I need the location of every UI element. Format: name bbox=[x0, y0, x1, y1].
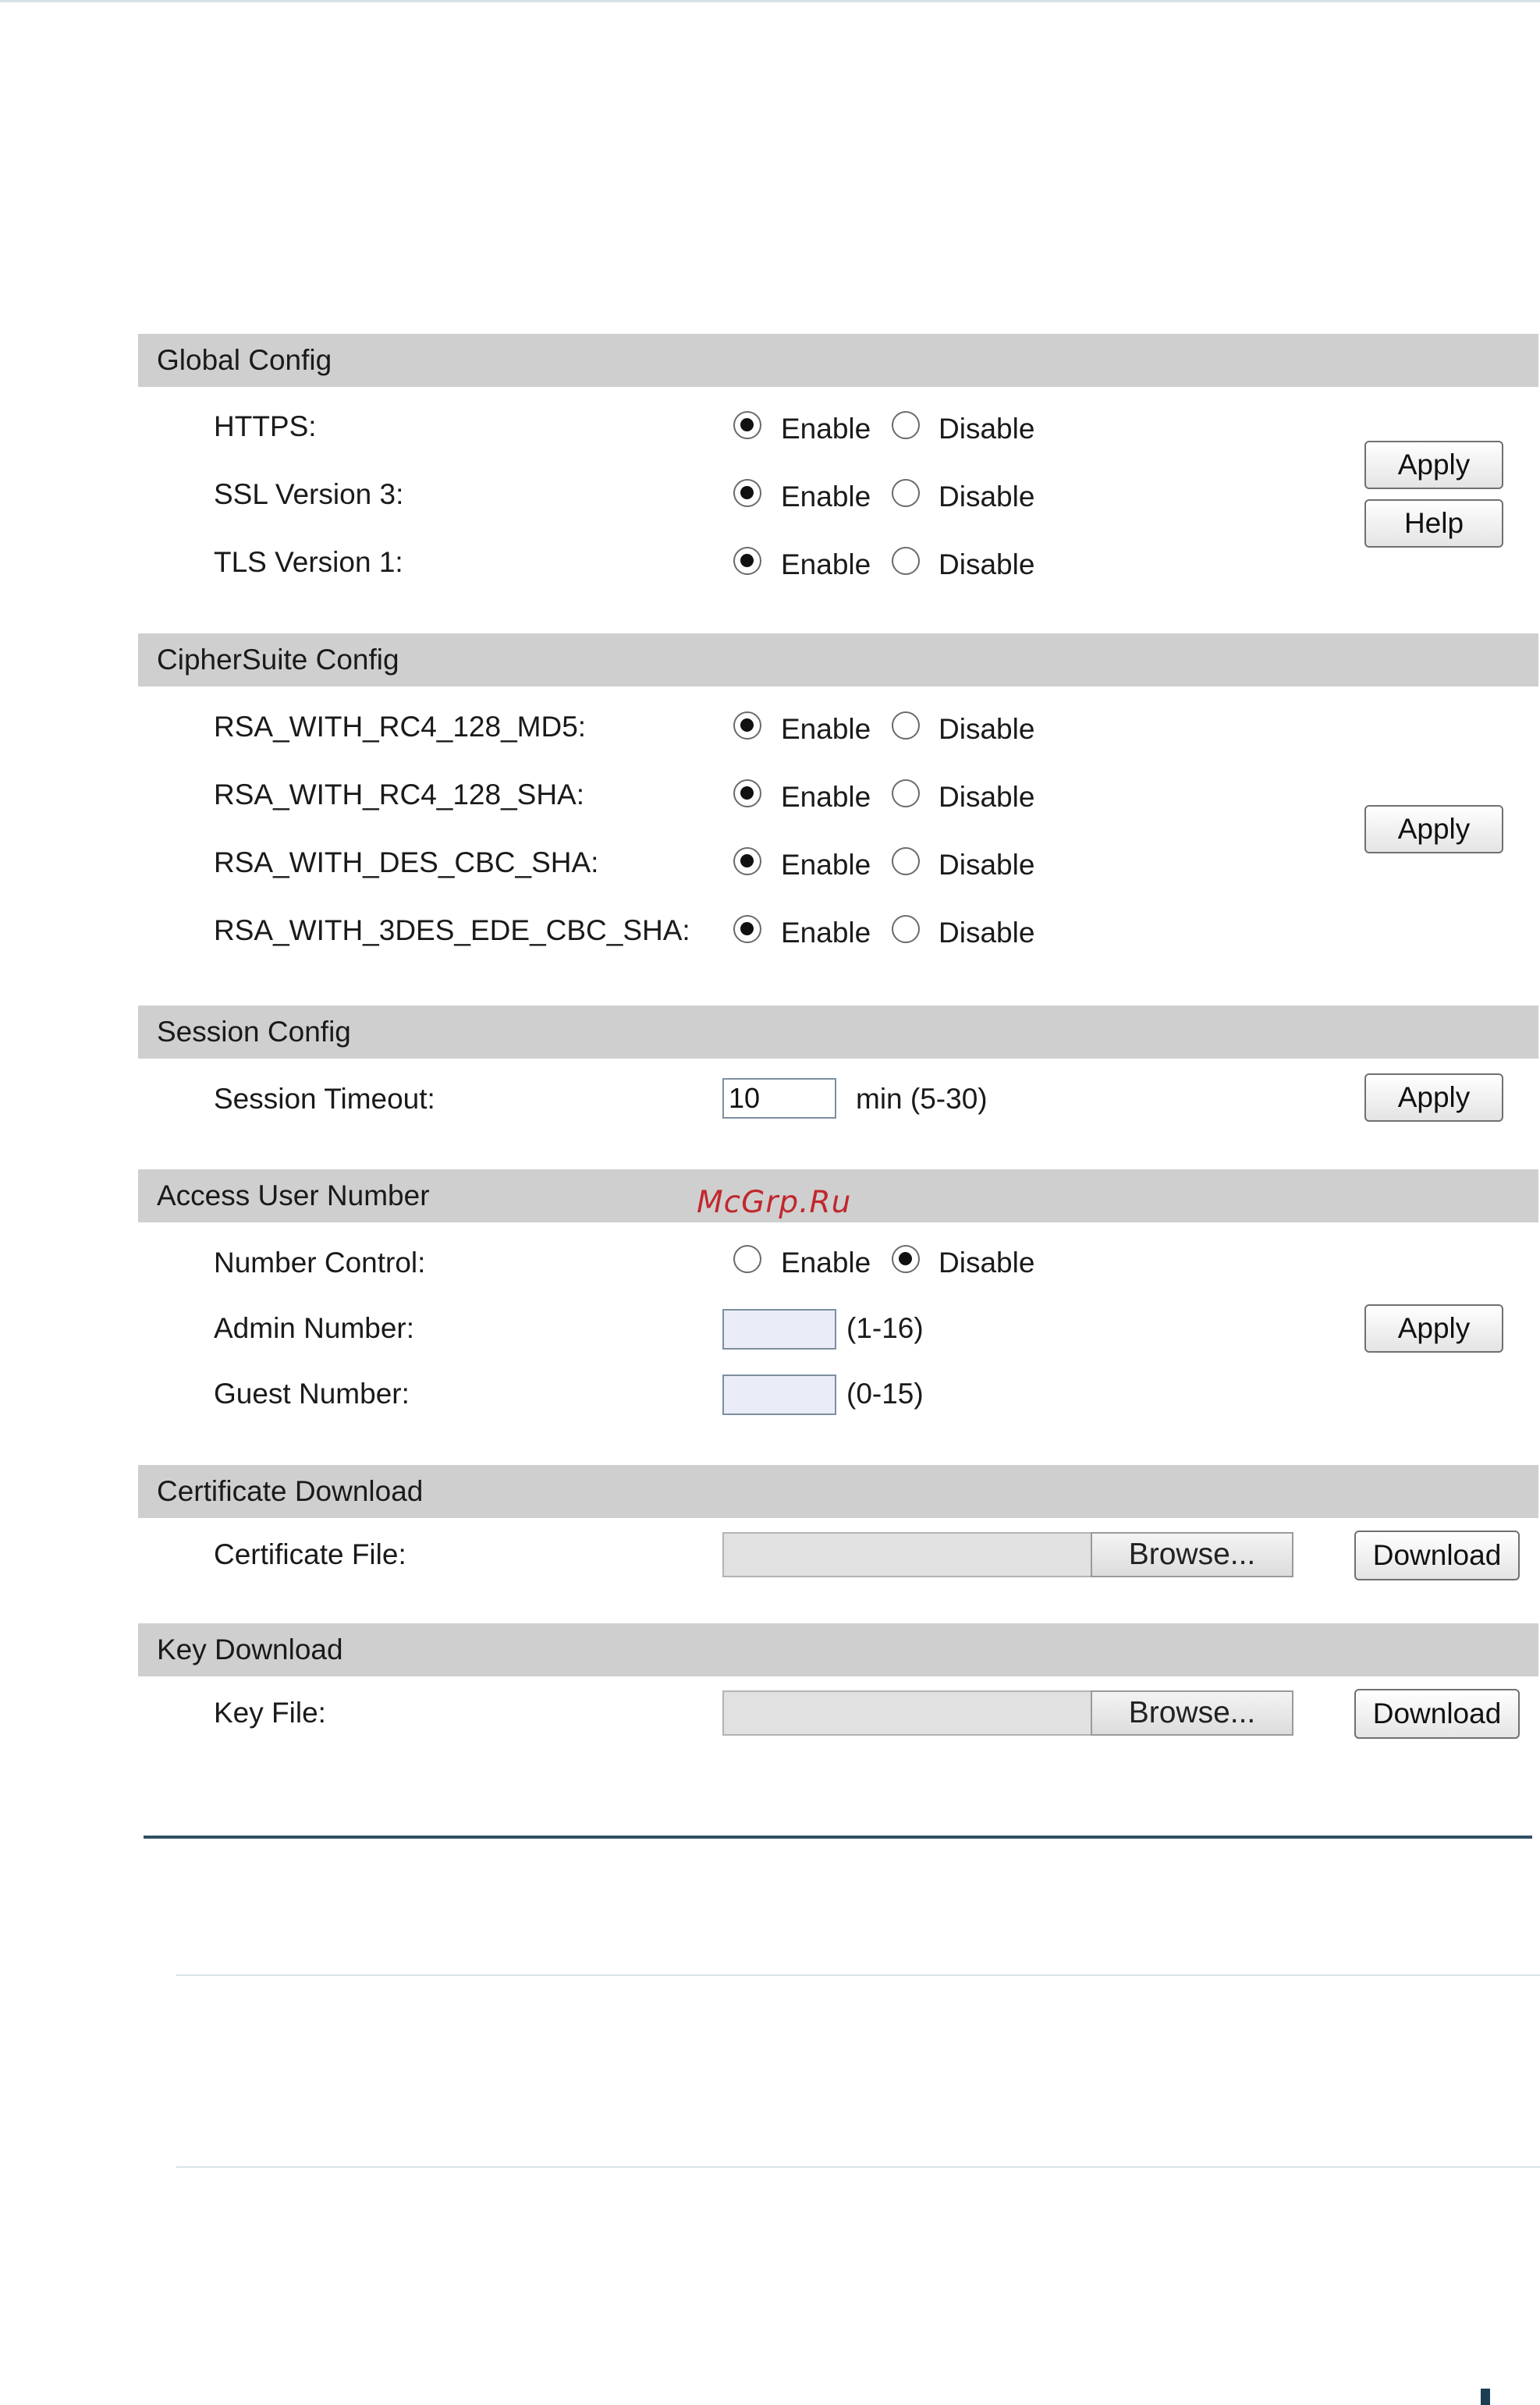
ciphersuite-config-apply-button[interactable]: Apply bbox=[1364, 805, 1503, 853]
certificate-download-header: Certificate Download bbox=[138, 1465, 1538, 1518]
key-browse-button[interactable]: Browse... bbox=[1091, 1690, 1293, 1736]
panel-bottom-rule bbox=[144, 1836, 1532, 1839]
rsa-rc4-128-md5-disable-radio[interactable] bbox=[892, 711, 920, 740]
page-corner-mark bbox=[1481, 2389, 1490, 2405]
rsa-rc4-128-md5-enable-radio[interactable] bbox=[733, 711, 761, 740]
rsa-des-cbc-sha-enable-radio[interactable] bbox=[733, 847, 761, 875]
ssl-version-3-disable-radio[interactable] bbox=[892, 479, 920, 507]
rsa-3des-ede-cbc-sha-enable-radio[interactable] bbox=[733, 915, 761, 943]
rsa-3des-ede-cbc-sha-label: RSA_WITH_3DES_EDE_CBC_SHA: bbox=[214, 914, 690, 946]
admin-number-range: (1-16) bbox=[846, 1312, 924, 1344]
session-config-apply-button[interactable]: Apply bbox=[1364, 1073, 1503, 1122]
rsa-3des-ede-cbc-sha-enable-label: Enable bbox=[781, 917, 871, 949]
access-user-number-header: Access User Number bbox=[138, 1169, 1538, 1222]
session-config-header: Session Config bbox=[138, 1006, 1538, 1059]
number-control-disable-radio[interactable] bbox=[892, 1245, 920, 1273]
rsa-rc4-128-md5-disable-label: Disable bbox=[939, 713, 1035, 745]
key-file-path-field[interactable] bbox=[722, 1690, 1093, 1736]
guest-number-label: Guest Number: bbox=[214, 1378, 410, 1410]
certificate-download-button[interactable]: Download bbox=[1354, 1531, 1520, 1580]
guest-number-input[interactable] bbox=[722, 1375, 836, 1415]
rsa-3des-ede-cbc-sha-disable-label: Disable bbox=[939, 917, 1035, 949]
ssl-version-3-enable-label: Enable bbox=[781, 481, 871, 513]
rsa-des-cbc-sha-label: RSA_WITH_DES_CBC_SHA: bbox=[214, 846, 599, 878]
https-disable-radio[interactable] bbox=[892, 411, 920, 439]
ssl-version-3-enable-radio[interactable] bbox=[733, 479, 761, 507]
rsa-des-cbc-sha-enable-label: Enable bbox=[781, 849, 871, 881]
ssl-version-3-label: SSL Version 3: bbox=[214, 478, 404, 510]
rsa-rc4-128-sha-enable-label: Enable bbox=[781, 781, 871, 813]
admin-number-input[interactable] bbox=[722, 1309, 836, 1350]
rsa-3des-ede-cbc-sha-disable-radio[interactable] bbox=[892, 915, 920, 943]
certificate-file-label: Certificate File: bbox=[214, 1538, 406, 1570]
tls-version-1-enable-radio[interactable] bbox=[733, 547, 761, 575]
tls-version-1-enable-label: Enable bbox=[781, 548, 871, 580]
divider-rule bbox=[176, 1974, 1540, 1976]
https-enable-label: Enable bbox=[781, 413, 871, 445]
session-timeout-label: Session Timeout: bbox=[214, 1083, 435, 1115]
ssl-version-3-disable-label: Disable bbox=[939, 481, 1035, 513]
rsa-rc4-128-md5-label: RSA_WITH_RC4_128_MD5: bbox=[214, 711, 587, 743]
session-timeout-unit: min (5-30) bbox=[856, 1083, 988, 1115]
global-config-help-button[interactable]: Help bbox=[1364, 499, 1503, 548]
ciphersuite-config-header: CipherSuite Config bbox=[138, 633, 1538, 686]
https-disable-label: Disable bbox=[939, 413, 1035, 445]
watermark-text: McGrp.Ru bbox=[697, 1185, 852, 1220]
rsa-des-cbc-sha-disable-label: Disable bbox=[939, 849, 1035, 881]
key-file-label: Key File: bbox=[214, 1697, 326, 1729]
access-user-number-apply-button[interactable]: Apply bbox=[1364, 1304, 1503, 1353]
global-config-apply-button[interactable]: Apply bbox=[1364, 441, 1503, 489]
rsa-rc4-128-sha-label: RSA_WITH_RC4_128_SHA: bbox=[214, 779, 585, 811]
rsa-rc4-128-md5-enable-label: Enable bbox=[781, 713, 871, 745]
https-enable-radio[interactable] bbox=[733, 411, 761, 439]
key-download-header: Key Download bbox=[138, 1623, 1538, 1676]
rsa-rc4-128-sha-disable-label: Disable bbox=[939, 781, 1035, 813]
tls-version-1-disable-label: Disable bbox=[939, 548, 1035, 580]
divider-rule bbox=[176, 2166, 1540, 2168]
tls-version-1-disable-radio[interactable] bbox=[892, 547, 920, 575]
rsa-rc4-128-sha-disable-radio[interactable] bbox=[892, 779, 920, 807]
top-border-rule bbox=[0, 0, 1540, 2]
global-config-header: Global Config bbox=[138, 334, 1538, 387]
rsa-rc4-128-sha-enable-radio[interactable] bbox=[733, 779, 761, 807]
https-label: HTTPS: bbox=[214, 410, 317, 442]
admin-number-label: Admin Number: bbox=[214, 1312, 415, 1344]
session-timeout-input[interactable] bbox=[722, 1078, 836, 1119]
guest-number-range: (0-15) bbox=[846, 1378, 924, 1410]
number-control-label: Number Control: bbox=[214, 1247, 426, 1279]
number-control-enable-radio[interactable] bbox=[733, 1245, 761, 1273]
rsa-des-cbc-sha-disable-radio[interactable] bbox=[892, 847, 920, 875]
number-control-enable-label: Enable bbox=[781, 1247, 871, 1279]
tls-version-1-label: TLS Version 1: bbox=[214, 546, 403, 578]
certificate-file-path-field[interactable] bbox=[722, 1532, 1093, 1577]
key-download-button[interactable]: Download bbox=[1354, 1689, 1520, 1739]
certificate-browse-button[interactable]: Browse... bbox=[1091, 1532, 1293, 1577]
number-control-disable-label: Disable bbox=[939, 1247, 1035, 1279]
